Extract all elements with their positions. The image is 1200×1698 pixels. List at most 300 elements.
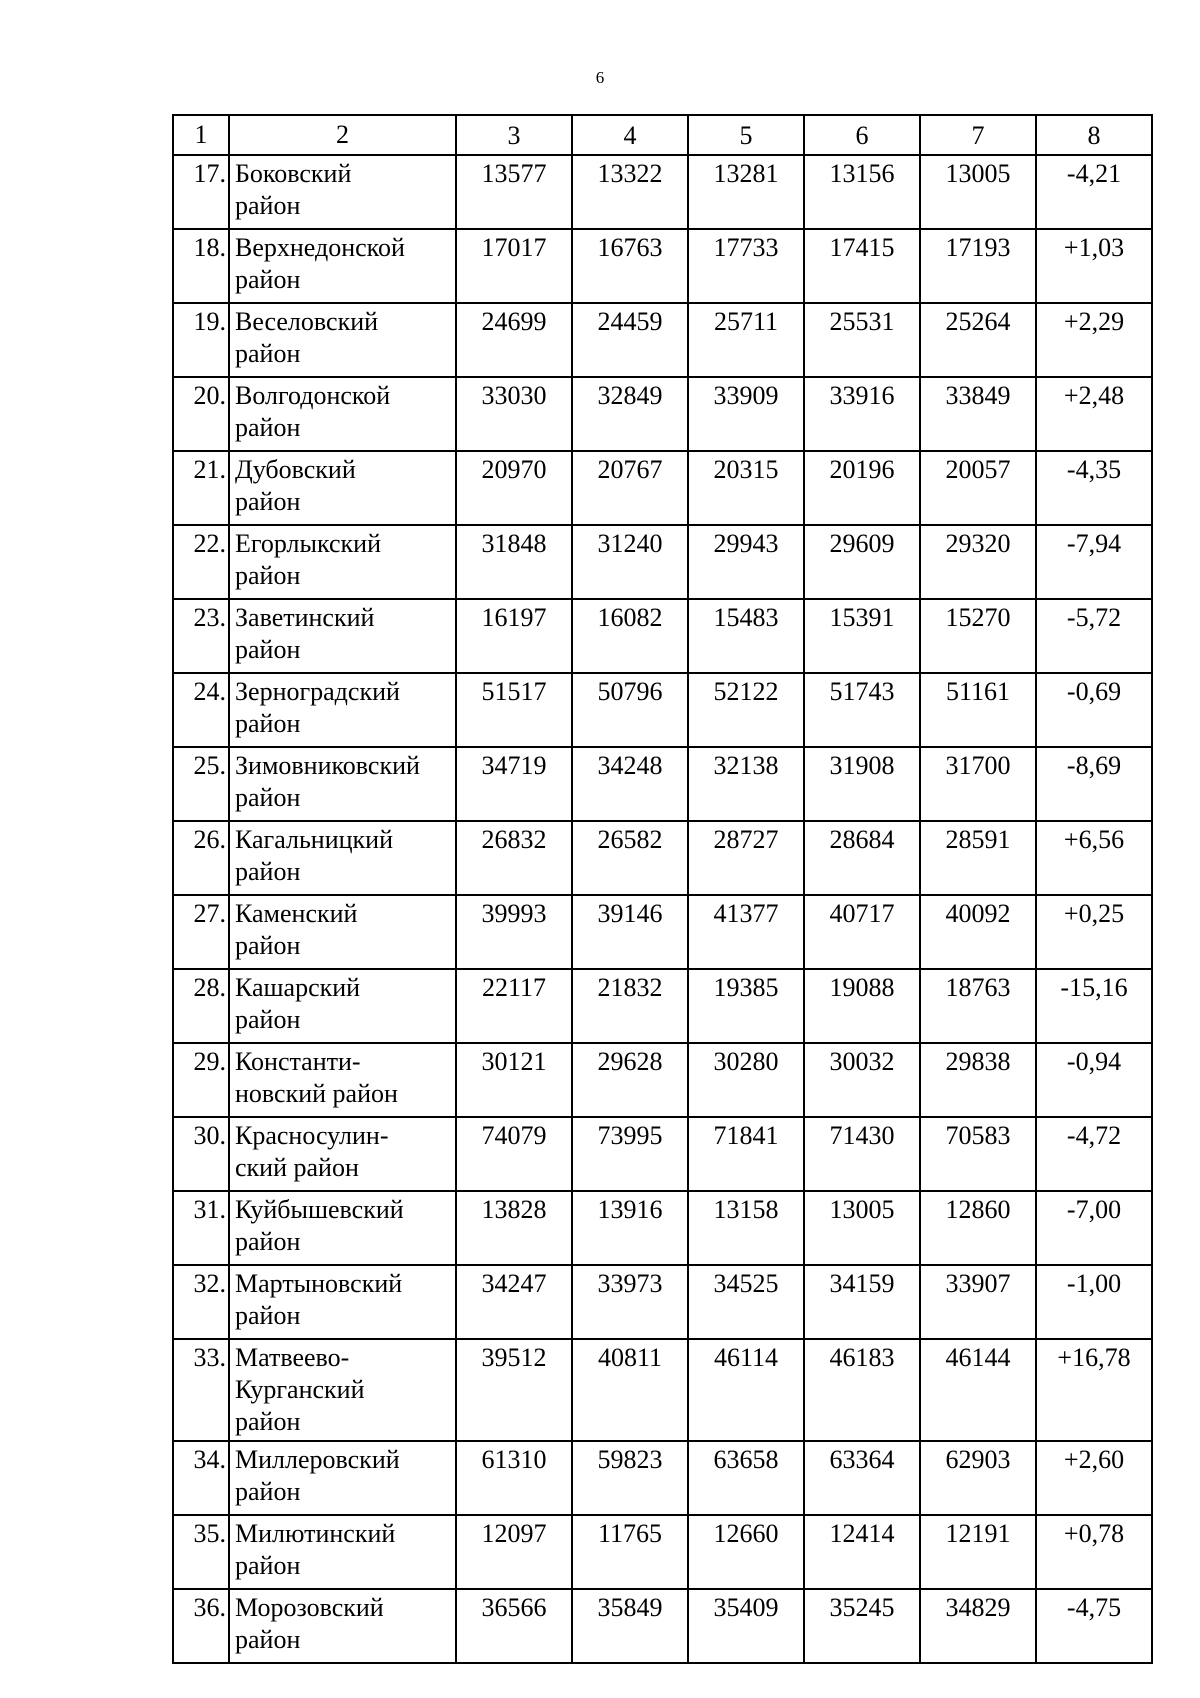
cell-value: 50796 xyxy=(597,677,663,706)
row-number: 35. xyxy=(193,1519,226,1548)
cell-value: 51517 xyxy=(481,677,547,706)
row-number-cell xyxy=(173,451,229,525)
cell-value: 35245 xyxy=(829,1593,895,1622)
value-cell xyxy=(920,1191,1036,1265)
cell-value: 28727 xyxy=(713,825,779,854)
cell-value: 34247 xyxy=(481,1269,547,1298)
value-cell xyxy=(572,1117,688,1191)
value-cell xyxy=(804,1339,920,1441)
cell-value: 12191 xyxy=(945,1519,1011,1548)
district-name-cell xyxy=(229,1043,456,1117)
row-number-cell xyxy=(173,1265,229,1339)
value-cell xyxy=(804,1589,920,1663)
value-cell xyxy=(572,1043,688,1117)
cell-value: 25531 xyxy=(829,307,895,336)
district-name: Куйбышевский район xyxy=(235,1195,404,1256)
cell-value: 74079 xyxy=(481,1121,547,1150)
value-cell xyxy=(804,1515,920,1589)
change-percent: -0,69 xyxy=(1066,677,1122,706)
cell-value: 39512 xyxy=(481,1343,547,1372)
value-cell xyxy=(688,451,804,525)
table-row xyxy=(173,1339,1152,1441)
cell-value: 62903 xyxy=(945,1445,1011,1474)
change-percent: -7,00 xyxy=(1066,1195,1122,1224)
cell-value: 26832 xyxy=(481,825,547,854)
cell-value: 13005 xyxy=(945,159,1011,188)
value-cell xyxy=(920,1441,1036,1515)
cell-value: 12860 xyxy=(945,1195,1011,1224)
value-cell xyxy=(804,1043,920,1117)
cell-value: 13828 xyxy=(481,1195,547,1224)
cell-value: 13158 xyxy=(713,1195,779,1224)
row-number-cell xyxy=(173,747,229,821)
value-cell xyxy=(804,673,920,747)
value-cell xyxy=(920,525,1036,599)
row-number-cell xyxy=(173,821,229,895)
value-cell xyxy=(572,599,688,673)
change-percent: +0,25 xyxy=(1063,899,1125,928)
cell-value: 40717 xyxy=(829,899,895,928)
value-cell xyxy=(572,229,688,303)
row-number-cell xyxy=(173,303,229,377)
value-cell xyxy=(572,155,688,229)
row-number-cell xyxy=(173,1117,229,1191)
change-percent-cell xyxy=(1036,1339,1152,1441)
data-table xyxy=(172,114,1153,1664)
district-name-cell xyxy=(229,1515,456,1589)
table-row xyxy=(173,451,1152,525)
cell-value: 40811 xyxy=(597,1343,663,1372)
change-percent-cell xyxy=(1036,1515,1152,1589)
cell-value: 20196 xyxy=(829,455,895,484)
cell-value: 63364 xyxy=(829,1445,895,1474)
district-name: Кашарский район xyxy=(235,973,361,1034)
table-row xyxy=(173,229,1152,303)
district-name: Заветинский район xyxy=(235,603,375,664)
column-header: 6 xyxy=(804,115,920,155)
cell-value: 12097 xyxy=(481,1519,547,1548)
cell-value: 21832 xyxy=(597,973,663,1002)
table-row xyxy=(173,155,1152,229)
cell-value: 34719 xyxy=(481,751,547,780)
value-cell xyxy=(572,1191,688,1265)
district-name: Мартыновский район xyxy=(235,1269,403,1330)
cell-value: 29628 xyxy=(597,1047,663,1076)
cell-value: 61310 xyxy=(481,1445,547,1474)
value-cell xyxy=(804,747,920,821)
column-header: 3 xyxy=(456,115,572,155)
cell-value: 20970 xyxy=(481,455,547,484)
table-row xyxy=(173,673,1152,747)
value-cell xyxy=(688,1117,804,1191)
change-percent-cell xyxy=(1036,1441,1152,1515)
column-header: 8 xyxy=(1036,115,1152,155)
cell-value: 17017 xyxy=(481,233,547,262)
cell-value: 26582 xyxy=(597,825,663,854)
value-cell xyxy=(688,1589,804,1663)
district-name: Константи- новский район xyxy=(235,1047,398,1108)
cell-value: 25264 xyxy=(945,307,1011,336)
value-cell xyxy=(688,673,804,747)
row-number-cell xyxy=(173,599,229,673)
value-cell xyxy=(920,1117,1036,1191)
cell-value: 19385 xyxy=(713,973,779,1002)
row-number-cell xyxy=(173,969,229,1043)
table-body xyxy=(173,115,1152,1663)
value-cell xyxy=(572,1515,688,1589)
change-percent: -7,94 xyxy=(1066,529,1122,558)
district-name: Веселовский район xyxy=(235,307,379,368)
cell-value: 51743 xyxy=(829,677,895,706)
cell-value: 17415 xyxy=(829,233,895,262)
cell-value: 20057 xyxy=(945,455,1011,484)
value-cell xyxy=(920,303,1036,377)
value-cell xyxy=(456,155,572,229)
row-number: 18. xyxy=(193,233,226,262)
cell-value: 52122 xyxy=(713,677,779,706)
value-cell xyxy=(920,969,1036,1043)
value-cell xyxy=(572,1441,688,1515)
value-cell xyxy=(920,747,1036,821)
cell-value: 13322 xyxy=(597,159,663,188)
value-cell xyxy=(688,1265,804,1339)
table-row xyxy=(173,1589,1152,1663)
district-name-cell xyxy=(229,1265,456,1339)
table-row xyxy=(173,377,1152,451)
value-cell xyxy=(572,673,688,747)
table-row xyxy=(173,303,1152,377)
row-number-cell xyxy=(173,1515,229,1589)
district-name-cell xyxy=(229,969,456,1043)
district-name-cell xyxy=(229,1191,456,1265)
row-number-cell xyxy=(173,895,229,969)
change-percent: -4,21 xyxy=(1066,159,1122,188)
value-cell xyxy=(456,1339,572,1441)
value-cell xyxy=(804,969,920,1043)
row-number-cell xyxy=(173,1441,229,1515)
cell-value: 41377 xyxy=(713,899,779,928)
cell-value: 71841 xyxy=(713,1121,779,1150)
cell-value: 30280 xyxy=(713,1047,779,1076)
value-cell xyxy=(804,525,920,599)
cell-value: 46114 xyxy=(713,1343,779,1372)
value-cell xyxy=(920,673,1036,747)
value-cell xyxy=(688,747,804,821)
value-cell xyxy=(804,1117,920,1191)
cell-value: 34248 xyxy=(597,751,663,780)
value-cell xyxy=(920,1265,1036,1339)
value-cell xyxy=(688,1515,804,1589)
cell-value: 16082 xyxy=(597,603,663,632)
cell-value: 71430 xyxy=(829,1121,895,1150)
value-cell xyxy=(688,1441,804,1515)
change-percent: +0,78 xyxy=(1063,1519,1125,1548)
row-number: 21. xyxy=(193,455,226,484)
cell-value: 20767 xyxy=(597,455,663,484)
cell-value: 16197 xyxy=(481,603,547,632)
cell-value: 33909 xyxy=(713,381,779,410)
cell-value: 28591 xyxy=(945,825,1011,854)
change-percent: -0,94 xyxy=(1066,1047,1122,1076)
value-cell xyxy=(688,377,804,451)
value-cell xyxy=(920,1339,1036,1441)
cell-value: 17193 xyxy=(945,233,1011,262)
cell-value: 32138 xyxy=(713,751,779,780)
row-number-cell xyxy=(173,525,229,599)
table-row xyxy=(173,1515,1152,1589)
cell-value: 33030 xyxy=(481,381,547,410)
district-name: Каменский район xyxy=(235,899,358,960)
cell-value: 20315 xyxy=(713,455,779,484)
row-number: 22. xyxy=(193,529,226,558)
change-percent: -5,72 xyxy=(1066,603,1122,632)
change-percent: -8,69 xyxy=(1066,751,1122,780)
cell-value: 15391 xyxy=(829,603,895,632)
value-cell xyxy=(920,895,1036,969)
value-cell xyxy=(572,969,688,1043)
row-number-cell xyxy=(173,1191,229,1265)
value-cell xyxy=(804,1441,920,1515)
district-name: Миллеровский район xyxy=(235,1445,400,1506)
row-number-cell xyxy=(173,1043,229,1117)
value-cell xyxy=(804,303,920,377)
cell-value: 39993 xyxy=(481,899,547,928)
value-cell xyxy=(920,1589,1036,1663)
table-row xyxy=(173,747,1152,821)
change-percent: +1,03 xyxy=(1063,233,1125,262)
change-percent: -15,16 xyxy=(1060,973,1128,1002)
cell-value: 59823 xyxy=(597,1445,663,1474)
value-cell xyxy=(804,599,920,673)
value-cell xyxy=(688,895,804,969)
cell-value: 17733 xyxy=(713,233,779,262)
value-cell xyxy=(920,229,1036,303)
cell-value: 33916 xyxy=(829,381,895,410)
row-number-cell xyxy=(173,673,229,747)
district-name: Матвеево- Курганский район xyxy=(235,1343,365,1436)
value-cell xyxy=(456,895,572,969)
row-number-cell xyxy=(173,155,229,229)
row-number: 24. xyxy=(193,677,226,706)
cell-value: 36566 xyxy=(481,1593,547,1622)
row-number: 29. xyxy=(193,1047,226,1076)
value-cell xyxy=(804,377,920,451)
cell-value: 46144 xyxy=(945,1343,1011,1372)
column-header: 2 xyxy=(229,115,456,155)
change-percent: -1,00 xyxy=(1066,1269,1122,1298)
value-cell xyxy=(572,747,688,821)
value-cell xyxy=(456,1515,572,1589)
cell-value: 35409 xyxy=(713,1593,779,1622)
value-cell xyxy=(572,377,688,451)
cell-value: 31848 xyxy=(481,529,547,558)
value-cell xyxy=(456,525,572,599)
cell-value: 13577 xyxy=(481,159,547,188)
table-row xyxy=(173,1265,1152,1339)
change-percent-cell xyxy=(1036,969,1152,1043)
cell-value: 32849 xyxy=(597,381,663,410)
cell-value: 11765 xyxy=(597,1519,663,1548)
cell-value: 12414 xyxy=(829,1519,895,1548)
row-number: 26. xyxy=(193,825,226,854)
district-name: Кагальницкий район xyxy=(235,825,394,886)
value-cell xyxy=(688,303,804,377)
cell-value: 30032 xyxy=(829,1047,895,1076)
value-cell xyxy=(804,895,920,969)
value-cell xyxy=(572,1265,688,1339)
change-percent-cell xyxy=(1036,1117,1152,1191)
district-name: Егорлыкский район xyxy=(235,529,381,590)
cell-value: 51161 xyxy=(945,677,1011,706)
value-cell xyxy=(920,451,1036,525)
cell-value: 73995 xyxy=(597,1121,663,1150)
table-row xyxy=(173,969,1152,1043)
change-percent-cell xyxy=(1036,895,1152,969)
table-row xyxy=(173,1117,1152,1191)
value-cell xyxy=(456,377,572,451)
value-cell xyxy=(456,747,572,821)
row-number: 28. xyxy=(193,973,226,1002)
row-number: 33. xyxy=(193,1343,226,1372)
value-cell xyxy=(804,1191,920,1265)
change-percent-cell xyxy=(1036,525,1152,599)
change-percent-cell xyxy=(1036,229,1152,303)
value-cell xyxy=(688,1191,804,1265)
value-cell xyxy=(804,821,920,895)
district-name: Верхнедонской район xyxy=(235,233,405,294)
row-number: 34. xyxy=(193,1445,226,1474)
value-cell xyxy=(804,1265,920,1339)
cell-value: 70583 xyxy=(945,1121,1011,1150)
change-percent-cell xyxy=(1036,821,1152,895)
page-number: 6 xyxy=(595,68,605,87)
value-cell xyxy=(920,377,1036,451)
value-cell xyxy=(456,821,572,895)
change-percent-cell xyxy=(1036,747,1152,821)
column-header: 7 xyxy=(920,115,1036,155)
value-cell xyxy=(456,1117,572,1191)
cell-value: 18763 xyxy=(945,973,1011,1002)
row-number: 19. xyxy=(193,307,226,336)
cell-value: 29609 xyxy=(829,529,895,558)
value-cell xyxy=(688,229,804,303)
cell-value: 40092 xyxy=(945,899,1011,928)
district-name-cell xyxy=(229,451,456,525)
row-number-cell xyxy=(173,229,229,303)
change-percent-cell xyxy=(1036,377,1152,451)
value-cell xyxy=(920,155,1036,229)
district-name-cell xyxy=(229,155,456,229)
value-cell xyxy=(456,229,572,303)
change-percent: -4,75 xyxy=(1066,1593,1122,1622)
district-name-cell xyxy=(229,1441,456,1515)
table-row xyxy=(173,1043,1152,1117)
table-row xyxy=(173,1441,1152,1515)
district-name-cell xyxy=(229,673,456,747)
cell-value: 39146 xyxy=(597,899,663,928)
cell-value: 19088 xyxy=(829,973,895,1002)
row-number-cell xyxy=(173,1589,229,1663)
change-percent: +2,60 xyxy=(1063,1445,1125,1474)
value-cell xyxy=(688,969,804,1043)
value-cell xyxy=(688,1339,804,1441)
cell-value: 24699 xyxy=(481,307,547,336)
cell-value: 35849 xyxy=(597,1593,663,1622)
value-cell xyxy=(456,1043,572,1117)
value-cell xyxy=(920,599,1036,673)
change-percent: -4,35 xyxy=(1066,455,1122,484)
cell-value: 13156 xyxy=(829,159,895,188)
district-name-cell xyxy=(229,1589,456,1663)
row-number: 30. xyxy=(193,1121,226,1150)
row-number: 23. xyxy=(193,603,226,632)
value-cell xyxy=(456,1441,572,1515)
district-name-cell xyxy=(229,525,456,599)
value-cell xyxy=(456,1589,572,1663)
table-row xyxy=(173,821,1152,895)
district-name-cell xyxy=(229,1117,456,1191)
cell-value: 34829 xyxy=(945,1593,1011,1622)
change-percent-cell xyxy=(1036,1265,1152,1339)
value-cell xyxy=(804,451,920,525)
value-cell xyxy=(688,525,804,599)
row-number: 31. xyxy=(193,1195,226,1224)
cell-value: 33973 xyxy=(597,1269,663,1298)
table-row xyxy=(173,895,1152,969)
district-name: Зерноградский район xyxy=(235,677,400,738)
cell-value: 46183 xyxy=(829,1343,895,1372)
district-name-cell xyxy=(229,1339,456,1441)
cell-value: 33849 xyxy=(945,381,1011,410)
value-cell xyxy=(920,821,1036,895)
change-percent-cell xyxy=(1036,303,1152,377)
change-percent: +16,78 xyxy=(1057,1343,1131,1372)
row-number: 27. xyxy=(193,899,226,928)
value-cell xyxy=(456,1265,572,1339)
value-cell xyxy=(456,599,572,673)
district-name-cell xyxy=(229,599,456,673)
cell-value: 34159 xyxy=(829,1269,895,1298)
cell-value: 13916 xyxy=(597,1195,663,1224)
value-cell xyxy=(688,155,804,229)
column-header: 4 xyxy=(572,115,688,155)
cell-value: 29943 xyxy=(713,529,779,558)
district-name: Морозовский район xyxy=(235,1593,384,1654)
value-cell xyxy=(804,229,920,303)
change-percent-cell xyxy=(1036,451,1152,525)
row-number-cell xyxy=(173,377,229,451)
value-cell xyxy=(572,895,688,969)
value-cell xyxy=(920,1043,1036,1117)
value-cell xyxy=(688,599,804,673)
table-header-row xyxy=(173,115,1152,155)
district-name-cell xyxy=(229,229,456,303)
cell-value: 12660 xyxy=(713,1519,779,1548)
value-cell xyxy=(572,451,688,525)
row-number: 17. xyxy=(193,159,226,188)
value-cell xyxy=(688,1043,804,1117)
cell-value: 29838 xyxy=(945,1047,1011,1076)
cell-value: 34525 xyxy=(713,1269,779,1298)
cell-value: 31908 xyxy=(829,751,895,780)
change-percent-cell xyxy=(1036,673,1152,747)
value-cell xyxy=(456,969,572,1043)
value-cell xyxy=(456,451,572,525)
district-name: Волгодонской район xyxy=(235,381,391,442)
column-header: 5 xyxy=(688,115,804,155)
district-name: Зимовниковский район xyxy=(235,751,420,812)
change-percent: +6,56 xyxy=(1063,825,1125,854)
